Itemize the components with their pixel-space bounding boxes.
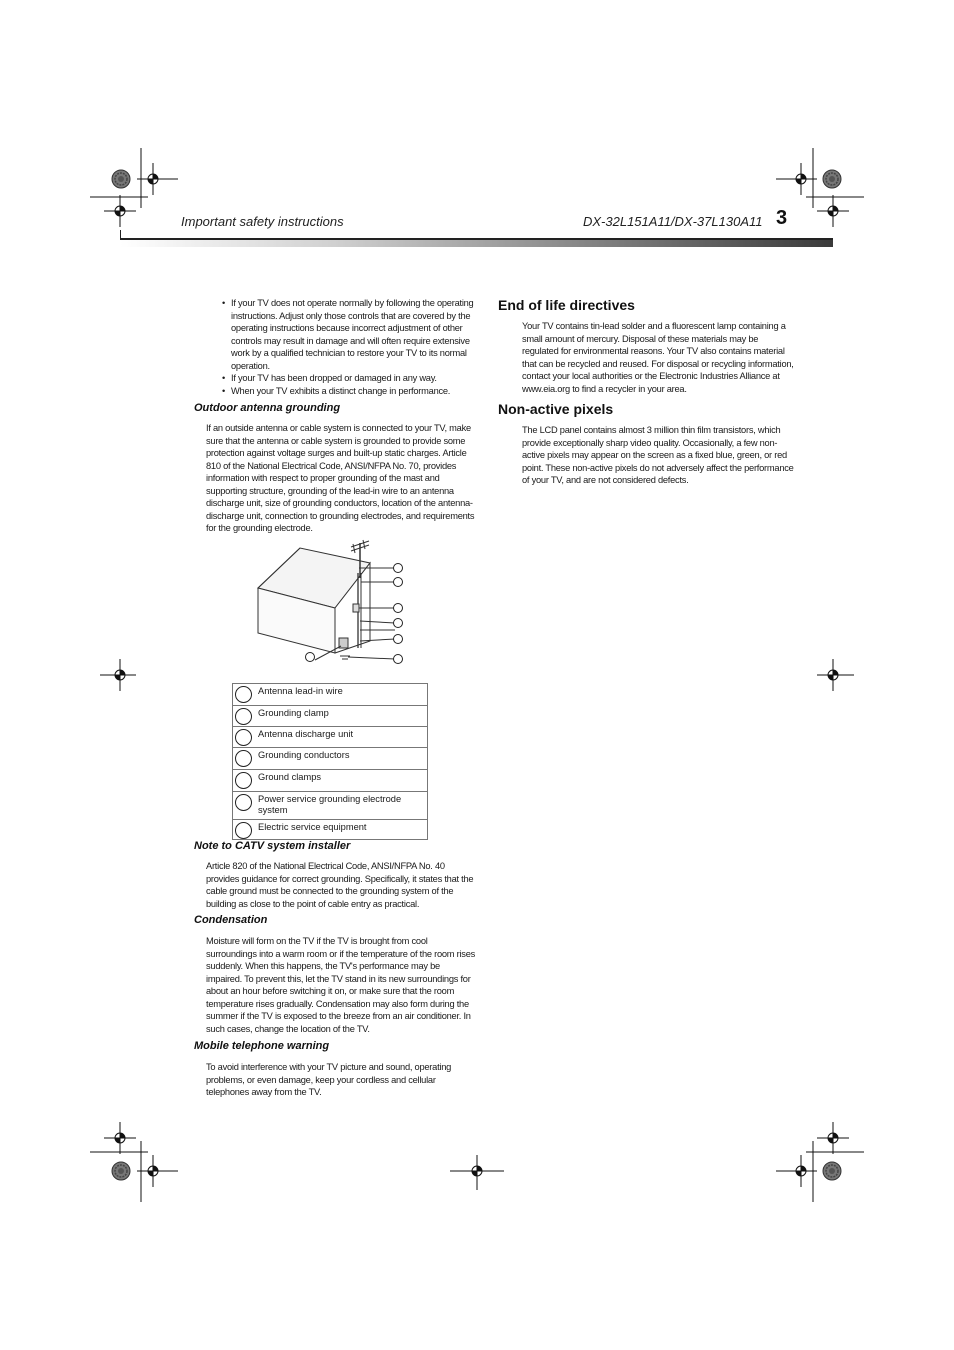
color-target-icon — [112, 1162, 130, 1180]
bullet-item: • When your TV exhibits a distinct change in performance. — [222, 385, 476, 398]
legend-label: Antenna discharge unit — [256, 727, 428, 748]
condensation-heading: Condensation — [194, 914, 268, 926]
catv-text: Article 820 of the National Electrical Code, ANSI/NFPA No. 40 provides guidance for correct grounding. Specifically, it states that the cable ground must be connected to the grounding system of the building as close to the point of cable entry as practical. — [206, 861, 474, 909]
page-number: 3 — [776, 207, 788, 229]
condensation-text: Moisture will form on the TV if the TV is brought from cool surroundings into a warm room or if the temperature of the room rises suddenly. When this happens, the TV's performance may be impaired. To prevent this, let the TV stand in its new surroundings for about an hour before switching it on, or make sure that the room temperature rises gradually. Condensation may also form during the summer if the TV is exposed to the breeze from an air conditioner. In such cases, change the location of the TV. — [206, 936, 476, 1034]
running-header-section: Important safety instructions — [181, 214, 344, 229]
outdoor-antenna-text: If an outside antenna or cable system is connected to your TV, make sure that the antenna or cable system is grounded to provide some protection against voltage surges and built-up static charges. Article 810 of the National Electrical Code, ANSI/NFPA No. 70, provides information with respect to proper grounding of the mast and supporting structure, grounding of the lead-in wire to an antenna discharge unit, size of grounding conductors, location of the antenna-discharge unit, connection to grounding electrodes, and requirements for the grounding electrode. — [206, 423, 475, 533]
non-active-pixels-text: The LCD panel contains almost 3 million thin film transistors, which provide exceptionally sharp video quality. Occasionally, a few non-active pixels may appear on the screen as a fixed blue, green, or red point. These non-active pixels do not adversely affect the performance of your TV, and are not considered defects. — [522, 425, 794, 485]
legend-label: Power service grounding electrode system — [256, 792, 428, 820]
mobile-heading: Mobile telephone warning — [194, 1040, 330, 1052]
legend-label: Grounding clamp — [256, 706, 428, 727]
end-of-life-heading: End of life directives — [498, 297, 635, 313]
crosshair-registration-icon — [104, 195, 136, 227]
non-active-pixels-heading: Non-active pixels — [498, 401, 614, 417]
legend-label: Electric service equipment — [256, 820, 428, 840]
color-target-icon — [823, 1162, 841, 1180]
outdoor-antenna-heading: Outdoor antenna grounding — [194, 402, 341, 414]
running-header-model: DX-32L151A11/DX-37L130A11 — [583, 214, 763, 229]
legend-label: Ground clamps — [256, 770, 428, 792]
color-target-icon — [112, 170, 130, 188]
catv-heading: Note to CATV system installer — [194, 840, 351, 852]
bullet-item: • If your TV has been dropped or damaged in any way. — [222, 372, 476, 385]
mobile-text: To avoid interference with your TV picture and sound, operating problems, or even damage, keep your cordless and cellular telephones away from the TV. — [206, 1062, 452, 1097]
color-target-icon — [823, 170, 841, 188]
crosshair-registration-icon — [817, 1122, 849, 1154]
bullet-item: • If your TV does not operate normally by following the operating instructions. Adjust only those controls that are covered by the operating instructions because incorrect adjustment of other controls may result in damage and will often require extensive work by a qualified technician to restore your TV to its normal operation. — [222, 297, 476, 372]
legend-label: Antenna lead-in wire — [256, 684, 428, 706]
crosshair-registration-icon — [817, 195, 849, 227]
end-of-life-text: Your TV contains tin-lead solder and a fluorescent lamp containing a small amount of mercury. Disposal of these materials may be regulated for environmental reasons. Your TV also contains material that can be recycled and reused. For disposal or recycling information, contact your local authorities or the Electronic Industries Alliance at www.eia.org to find a recycler in your area. — [522, 321, 794, 394]
legend-label: Grounding conductors — [256, 748, 428, 770]
crosshair-registration-icon — [104, 1122, 136, 1154]
